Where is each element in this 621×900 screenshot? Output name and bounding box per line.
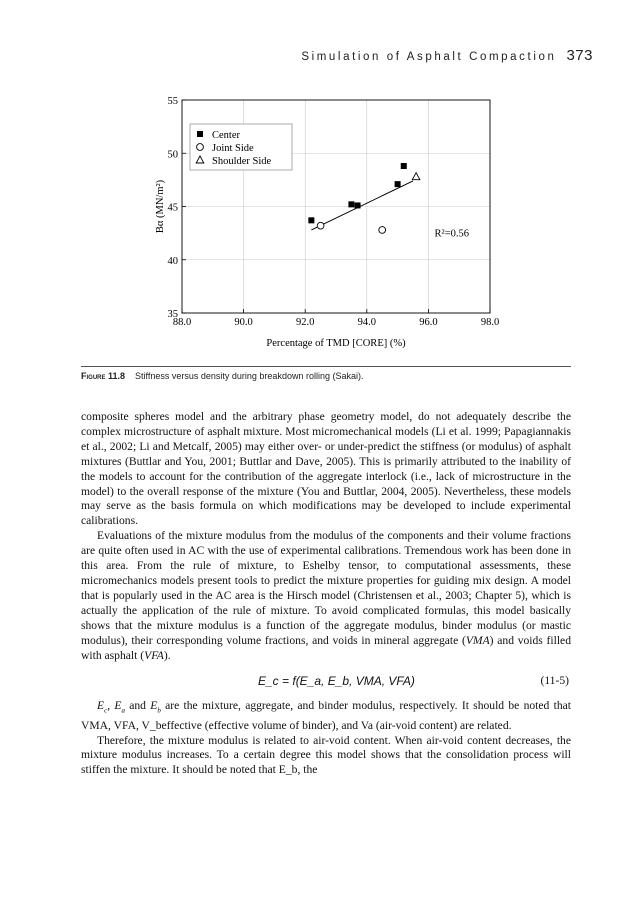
r-squared-annotation: R²=0.56 [434, 228, 470, 240]
legend-marker-joint-side [197, 144, 204, 151]
vfa-term: VFA [144, 648, 164, 662]
paragraph-4: Therefore, the mixture modulus is related to air-void content. When air-void content decreases, the mixture modulus increases. To a certain degree this model shows that the consolidation process will stiffen the mixture. It should be noted that E_b, the [81, 733, 571, 777]
paragraph-3: $E_c$, $E_a$ and $E_b$ are the mixture, aggregate, and binder modulus, respectively. It should be noted that VMA, VFA, V_beffective (effective volume of binder), and Va (air-void content) are related. [81, 699, 571, 732]
paragraph-3-text: are the mixture, aggregate, and binder modulus, respectively. It should be noted that VMA, VFA, V_beffective (effective volume of binder), and Va (air-void content) are related. [81, 699, 571, 732]
legend-label-joint-side: Joint Side [212, 143, 254, 154]
legend-label-shoulder-side: Shoulder Side [212, 156, 272, 167]
y-tick-label: 50 [167, 149, 178, 161]
page-number: 373 [566, 47, 593, 64]
legend-label-center: Center [212, 130, 240, 141]
paragraph-2 [81, 529, 571, 663]
running-head [301, 47, 593, 64]
vma-term: VMA [465, 633, 490, 647]
y-axis-label: Bα (MN/m²) [155, 179, 166, 234]
figure-caption-text: Stiffness versus density during breakdown rolling (Sakai). [135, 371, 364, 381]
paragraph-1: composite spheres model and the arbitrary phase geometry model, do not adequately describe the complex microstructure of asphalt mixture. Most micromechanical models (Li et al. 1999; Papagiannakis et al., 2002; Li and Metcalf, 2005) may either over- or under-predict the stiffness (or modulus) of asphalt mixtures (Buttlar and You, 2001; Buttlar and Dave, 2005). This is primarily attributed to the inability of the models to account for the contribution of the aggregate interlock (i.e., lack of microstructure in the model) to the overall response of the mixture (You and Buttlar, 2004, 2005). Nevertheless, these models may serve as the basis formula on which modifications may be developed to include experimental calibrations. [81, 410, 571, 528]
data-point-joint-side [317, 222, 324, 229]
legend-marker-center [197, 131, 203, 137]
data-point-center [355, 202, 361, 208]
trend-line [311, 181, 413, 230]
data-point-center [348, 201, 354, 207]
body-text [81, 410, 571, 778]
x-tick-label: 88.0 [172, 317, 192, 328]
figure-chart [150, 88, 510, 358]
data-point-joint-side [379, 227, 386, 234]
x-tick-label: 94.0 [357, 317, 376, 328]
y-tick-label: 55 [167, 96, 178, 107]
equation-number: (11-5) [540, 674, 569, 688]
x-tick-label: 96.0 [419, 317, 438, 328]
x-axis-label: Percentage of TMD [CORE] (%) [266, 338, 406, 349]
x-tick-label: 98.0 [480, 317, 500, 328]
paragraph-2-text: Evaluations of the mixture modulus from the modulus of the components and their volume fractions are quite often used in AC with the use of experimental calibrations. Tremendous work has been done in this area. From the rule of mixture, to Eshelby tensor, to computational assessments, these micromechanics models present tools to predict the mixture properties for guiding mix design. A model that is popularly used in the AC area is the Hirsch model (Christensen et al., 2003; Chapter 5), which is actually the application of the rule of mixture. To avoid complicated formulas, this model basically shows that the mixture modulus is a function of the aggregate modulus, binder modulus (or mastic modulus), their corresponding volume fractions, and voids in mineral aggregate ( [81, 529, 571, 647]
equation-11-5 [81, 667, 571, 697]
data-point-shoulder-side [412, 173, 420, 180]
data-point-center [308, 217, 314, 223]
scatter-chart [150, 88, 510, 358]
y-tick-label: 45 [167, 202, 178, 214]
figure-label: Figure 11.8 [81, 371, 126, 381]
data-point-center [395, 181, 401, 187]
paragraph-2-end: ). [163, 648, 171, 662]
x-tick-label: 90.0 [234, 317, 253, 328]
data-point-center [401, 163, 407, 169]
y-tick-label: 35 [167, 309, 178, 320]
figure-caption [81, 366, 571, 381]
equation-formula: E_c = f(E_a, E_b, VMA, VFA) [258, 674, 415, 689]
running-title: Simulation of Asphalt Compaction [301, 51, 557, 63]
paragraph-2-mid: ) and voids filled with asphalt ( [81, 633, 571, 662]
y-tick-label: 40 [167, 255, 178, 267]
x-tick-label: 92.0 [296, 317, 315, 328]
